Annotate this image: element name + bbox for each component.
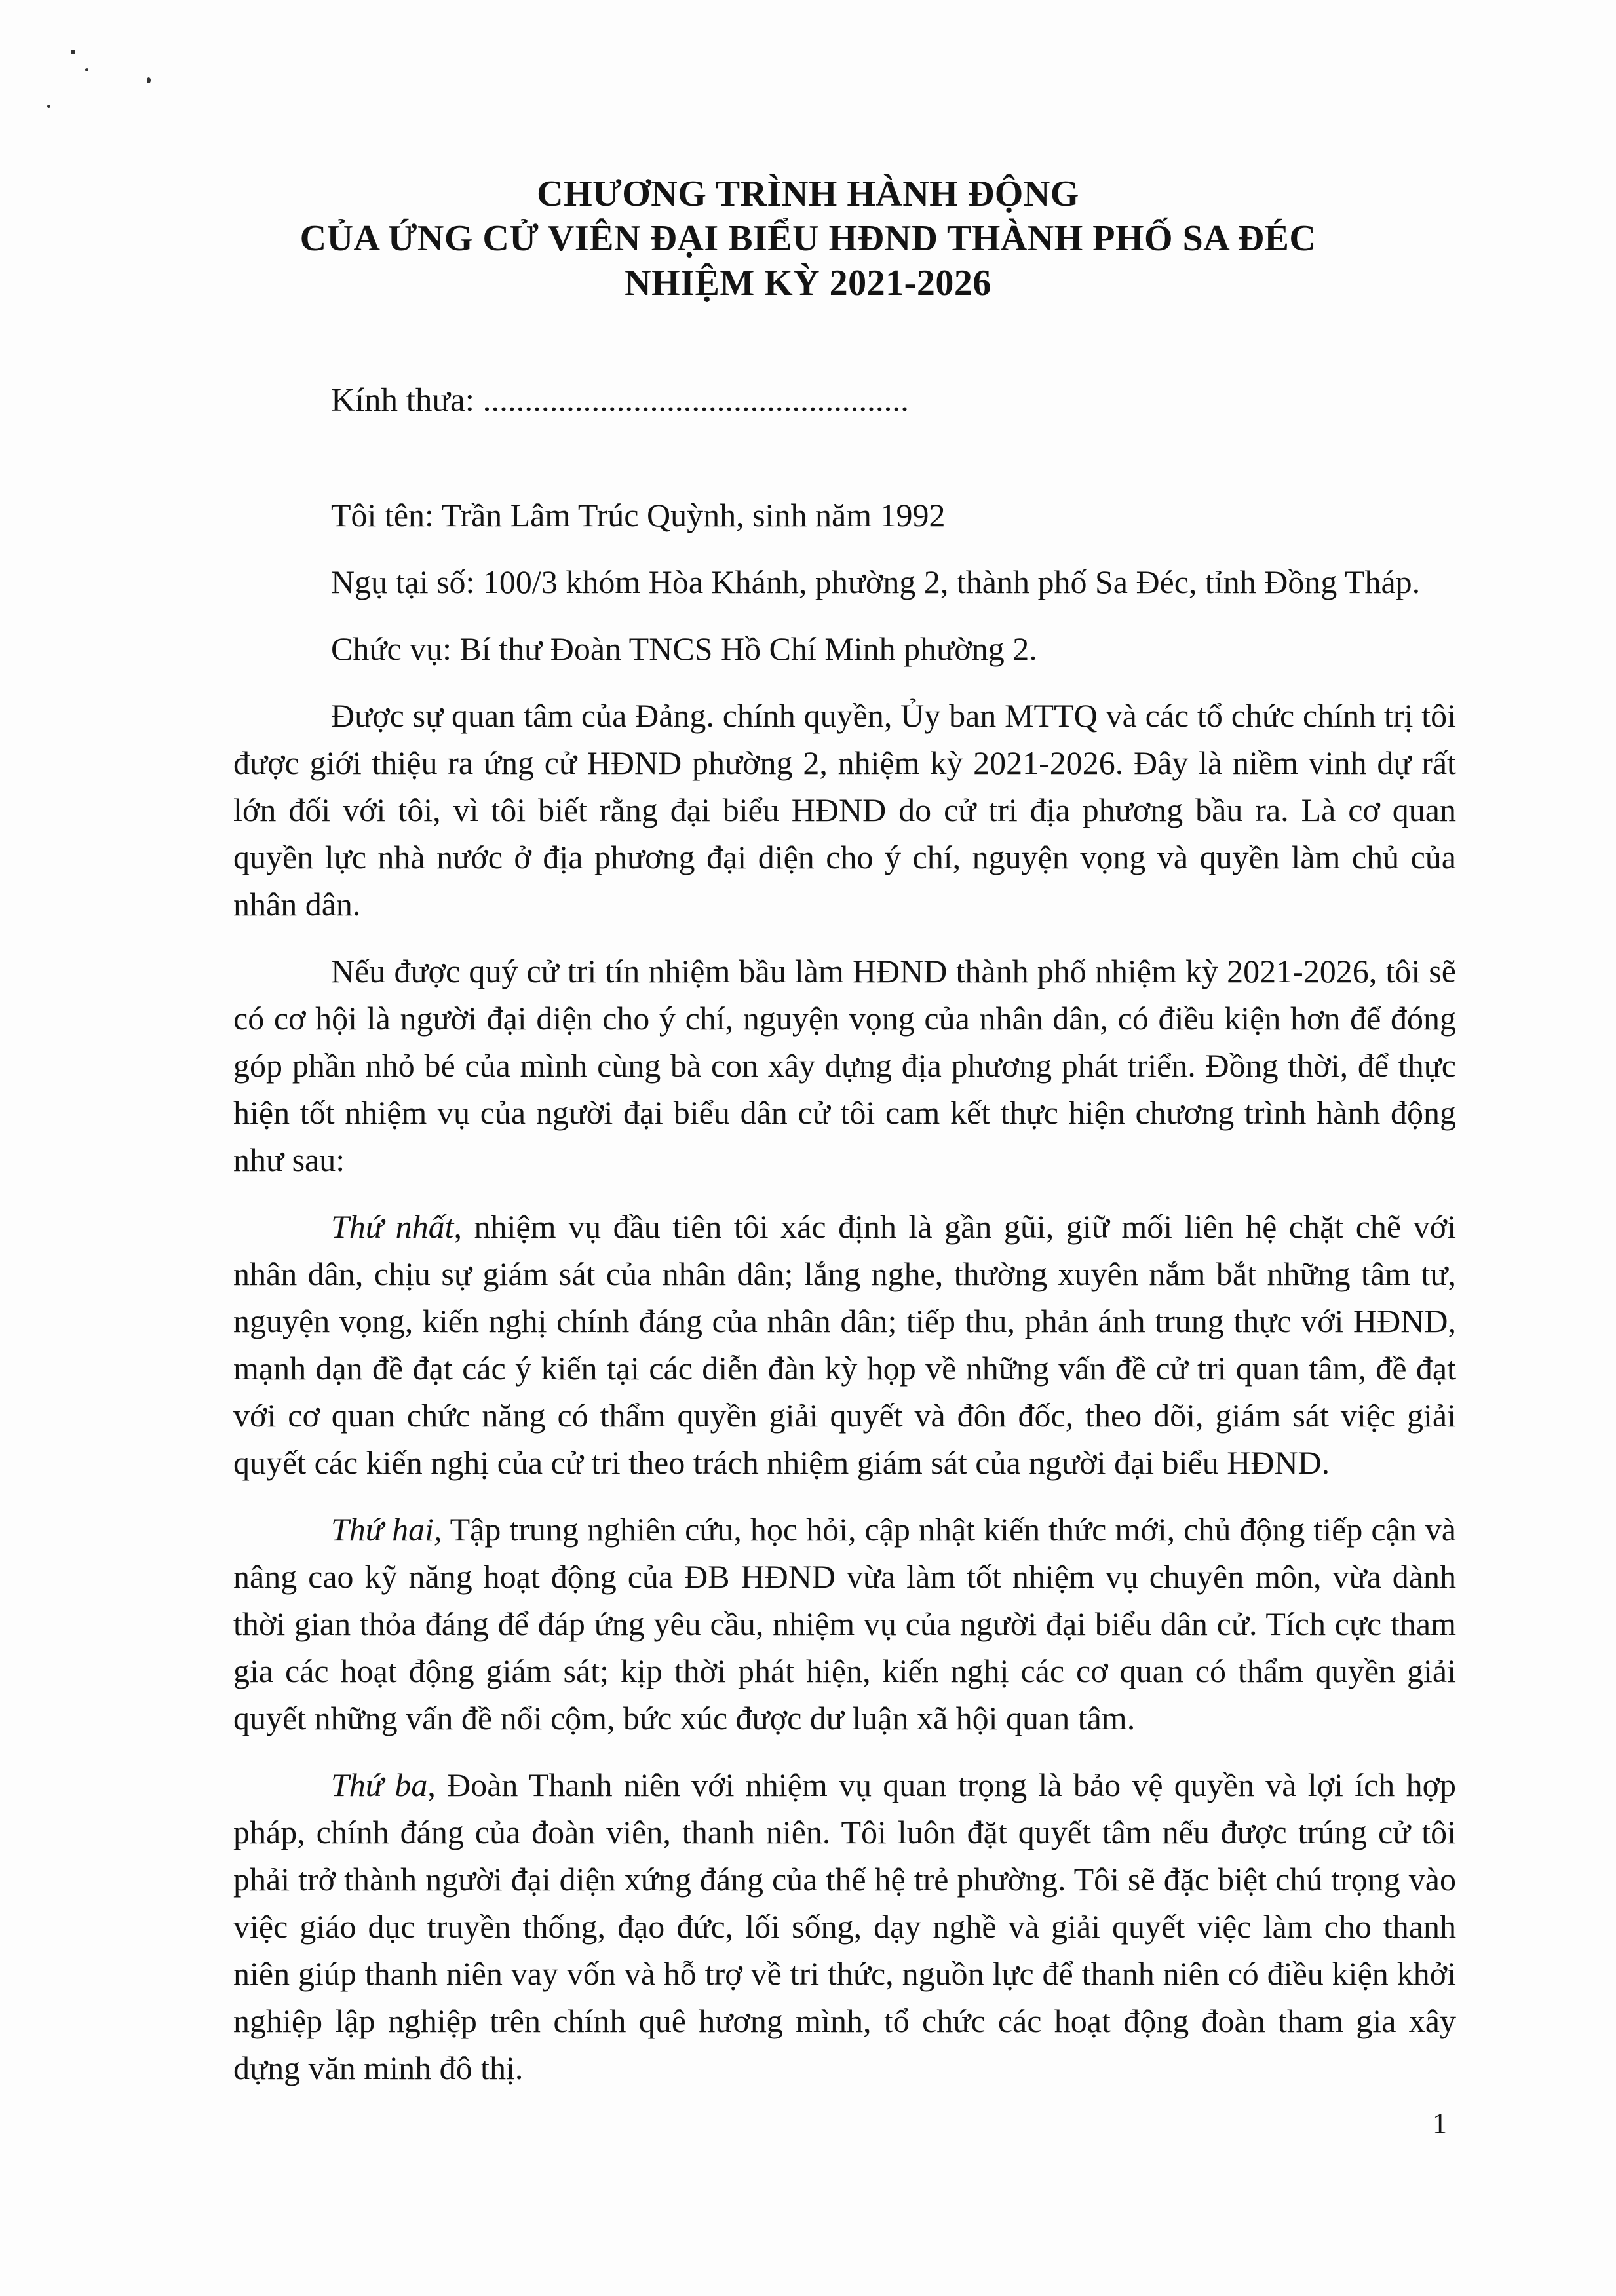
- scan-speck: [47, 105, 50, 108]
- document-title: [0, 172, 1616, 305]
- third-task-text: , Đoàn Thanh niên với nhiệm vụ quan trọng là bảo vệ quyền và lợi ích hợp pháp, chính đáng của đoàn viên, thanh niên. Tôi luôn đặt quyết tâm nếu được trúng cử tôi phải trở thành người đại diện xứng đáng của thế hệ trẻ phường. Tôi sẽ đặc biệt chú trọng vào việc giáo dục truyền thống, đạo đức, lối sống, dạy nghề và giải quyết việc làm cho thanh niên giúp thanh niên vay vốn và hỗ trợ về tri thức, nguồn lực để thanh niên có điều kiện khởi nghiệp lập nghiệp trên chính quê hương mình, tổ chức các hoạt động đoàn tham gia xây dựng văn minh đô thị.: [233, 1767, 1457, 2086]
- page-number: 1: [1433, 2107, 1447, 2139]
- candidate-address: Ngụ tại số: 100/3 khóm Hòa Khánh, phường 2, thành phố Sa Đéc, tỉnh Đồng Tháp.: [331, 564, 1421, 600]
- scan-speck: [147, 77, 151, 83]
- first-task-lead: Thứ nhất: [331, 1208, 454, 1245]
- candidate-position: Chức vụ: Bí thư Đoàn TNCS Hồ Chí Minh phường 2.: [331, 630, 1037, 667]
- second-task-lead: Thứ hai,: [331, 1511, 442, 1548]
- paragraph-commitment: Nếu được quý cử tri tín nhiệm bầu làm HĐND thành phố nhiệm kỳ 2021-2026, tôi sẽ có cơ hội là người đại diện cho ý chí, nguyện vọng của nhân dân, có điều kiện hơn để đóng góp phần nhỏ bé của mình cùng bà con xây dựng địa phương phát triển. Đồng thời, để thực hiện tốt nhiệm vụ của người đại biểu dân cử tôi cam kết thực hiện chương trình hành động như sau:: [233, 953, 1456, 1178]
- paragraph-introduction: Được sự quan tâm của Đảng. chính quyền, Ủy ban MTTQ và các tổ chức chính trị tôi được giới thiệu ra ứng cử HĐND phường 2, nhiệm kỳ 2021-2026. Đây là niềm vinh dự rất lớn đối với tôi, vì tôi biết rằng đại biểu HĐND do cử tri địa phương bầu ra. Là cơ quan quyền lực nhà nước ở địa phương đại diện cho ý chí, nguyện vọng và quyền làm chủ của nhân dân.: [233, 697, 1456, 923]
- document-body: [233, 491, 1456, 2111]
- paragraph-second-task: [233, 1506, 1456, 1742]
- title-line-2: CỦA ỨNG CỬ VIÊN ĐẠI BIỂU HĐND THÀNH PHỐ SA ĐÉC: [299, 218, 1317, 259]
- paragraph-third-task: [233, 1761, 1456, 2092]
- title-line-3: NHIỆM KỲ 2021-2026: [625, 263, 991, 303]
- scan-speck: [85, 68, 88, 71]
- second-task-text: Tập trung nghiên cứu, học hỏi, cập nhật kiến thức mới, chủ động tiếp cận và nâng cao kỹ năng hoạt động của ĐB HĐND vừa làm tốt nhiệm vụ chuyên môn, vừa dành thời gian thỏa đáng để đáp ứng yêu cầu, nhiệm vụ của người đại biểu dân cử. Tích cực tham gia các hoạt động giám sát; kịp thời phát hiện, kiến nghị các cơ quan có thẩm quyền giải quyết những vấn đề nổi cộm, bức xúc được dư luận xã hội quan tâm.: [233, 1511, 1456, 1736]
- third-task-lead: Thứ ba: [331, 1767, 428, 1803]
- title-line-1: CHƯƠNG TRÌNH HÀNH ĐỘNG: [537, 174, 1079, 214]
- paragraph-first-task: [233, 1203, 1456, 1486]
- salutation-line: Kính thưa: ...................................................: [331, 382, 909, 419]
- candidate-name: Tôi tên: Trần Lâm Trúc Quỳnh, sinh năm 1992: [331, 497, 946, 533]
- scan-speck: [71, 50, 75, 54]
- first-task-text: , nhiệm vụ đầu tiên tôi xác định là gần gũi, giữ mối liên hệ chặt chẽ với nhân dân, chịu sự giám sát của nhân dân; lắng nghe, thường xuyên nắm bắt những tâm tư, nguyện vọng, kiến nghị chính đáng của nhân dân; tiếp thu, phản ánh trung thực với HĐND, mạnh dạn đề đạt các ý kiến tại các diễn đàn kỳ họp về những vấn đề cử tri quan tâm, đề đạt với cơ quan chức năng có thẩm quyền giải quyết và đôn đốc, theo dõi, giám sát việc giải quyết các kiến nghị của cử tri theo trách nhiệm giám sát của người đại biểu HĐND.: [233, 1208, 1456, 1481]
